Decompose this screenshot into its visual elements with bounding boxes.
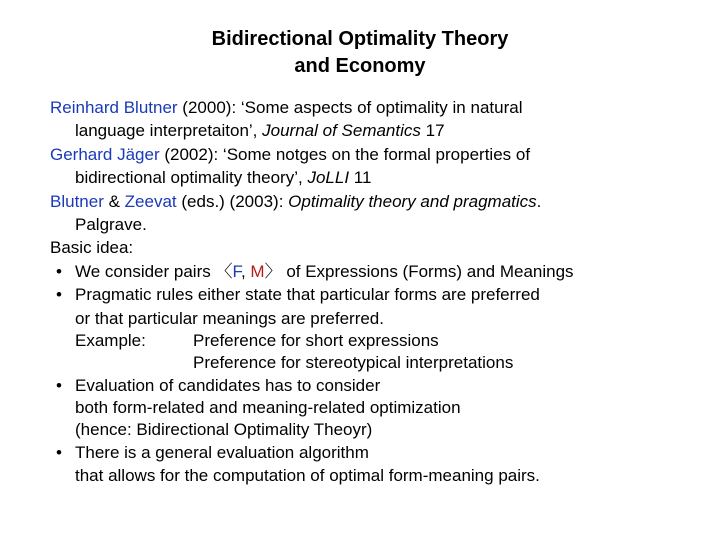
bullet-dot: • bbox=[56, 261, 62, 281]
bullet-item bbox=[50, 374, 710, 441]
reference-text: 11 bbox=[349, 168, 372, 188]
bullet-text: both form-related and meaning-related optimization bbox=[75, 398, 461, 418]
basic-idea-heading: Basic idea: bbox=[50, 238, 134, 258]
bullet-dot: • bbox=[56, 376, 62, 396]
reference-text: (eds.) (2003): bbox=[176, 191, 289, 211]
author-zeevat: Zeevat bbox=[124, 191, 177, 211]
bullet-text: We consider pairs bbox=[75, 261, 216, 281]
title-line-2: and Economy bbox=[294, 55, 426, 77]
reference-jaeger bbox=[50, 143, 710, 190]
example-text: Preference for stereotypical interpretations bbox=[193, 353, 514, 373]
slide-title bbox=[0, 26, 720, 80]
slide-body bbox=[50, 96, 710, 487]
bullet-item bbox=[50, 441, 710, 486]
author-blutner: Blutner bbox=[50, 191, 104, 211]
reference-text: 17 bbox=[420, 121, 445, 141]
bullet-item bbox=[50, 283, 710, 374]
comma: , bbox=[240, 261, 251, 281]
bullet-item bbox=[50, 260, 710, 283]
author-jaeger: Gerhard Jäger bbox=[50, 144, 160, 164]
author-blutner: Reinhard Blutner bbox=[50, 98, 178, 117]
reference-text: language interpretaiton’, bbox=[75, 121, 263, 141]
book-title: Optimality theory and pragmatics bbox=[288, 191, 537, 211]
bullet-text: of Expressions (Forms) and Meanings bbox=[281, 261, 574, 281]
example-text: Preference for short expressions bbox=[193, 331, 439, 351]
journal-name: JoLLI bbox=[307, 168, 350, 188]
form-symbol: F bbox=[232, 261, 241, 281]
bullet-dot: • bbox=[56, 443, 62, 463]
meaning-symbol: M bbox=[250, 261, 265, 281]
reference-text: . bbox=[536, 191, 542, 211]
reference-blutner bbox=[50, 96, 710, 143]
bullet-text: There is a general evaluation algorithm bbox=[75, 443, 369, 463]
publisher: Palgrave. bbox=[75, 215, 147, 235]
title-line-1: Bidirectional Optimality Theory bbox=[211, 28, 509, 50]
bullet-text: (hence: Bidirectional Optimality Theoyr) bbox=[75, 420, 373, 440]
bullet-dot: • bbox=[56, 285, 62, 305]
reference-blutner-zeevat bbox=[50, 190, 710, 237]
bullet-text: Evaluation of candidates has to consider bbox=[75, 376, 381, 396]
bullet-text: Pragmatic rules either state that particular forms are preferred bbox=[75, 285, 540, 305]
angle-open: 〈 bbox=[215, 261, 233, 281]
reference-text: bidirectional optimality theory’, bbox=[75, 168, 308, 188]
ampersand: & bbox=[103, 191, 125, 211]
bullet-text: that allows for the computation of optimal form-meaning pairs. bbox=[75, 465, 540, 485]
reference-text: (2000): ‘Some aspects of optimality in natural bbox=[177, 98, 523, 117]
angle-close: 〉 bbox=[264, 261, 282, 281]
reference-text: (2002): ‘Some notges on the formal properties of bbox=[159, 144, 531, 164]
example-label: Example: bbox=[75, 331, 146, 351]
journal-name: Journal of Semantics bbox=[262, 121, 421, 141]
bullet-text: or that particular meanings are preferred. bbox=[75, 308, 384, 328]
